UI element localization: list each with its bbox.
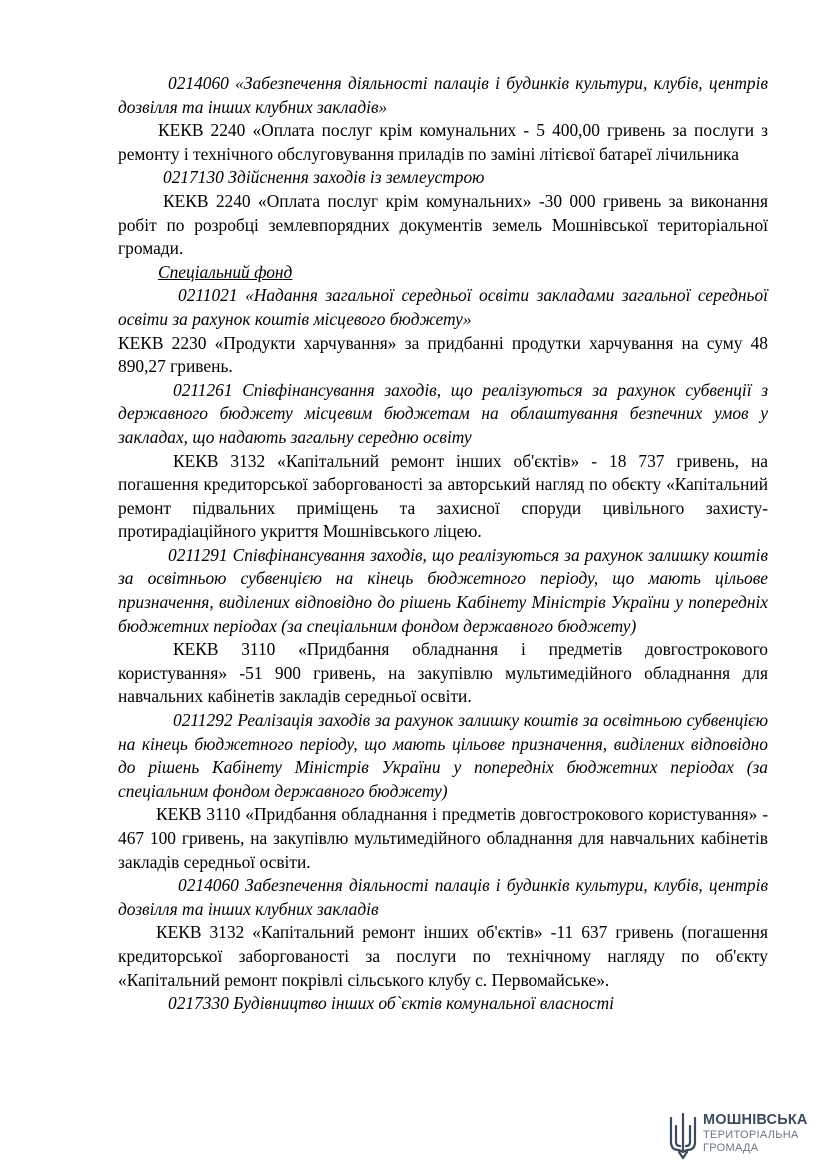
program-code-0211292: 0211292 Реалізація заходів за рахунок залишку коштів за освітньою субвенцією на кінець бюджетного періоду, що мають цільове призначення, виділених відповідно до рішень Кабінету Міністрів України у попередніх бюджетних періодах (за спеціальним фондом державного бюджету) xyxy=(118,710,768,801)
logo-name: МОШНІВСЬКА xyxy=(703,1112,808,1128)
logo-subtitle-line1: ТЕРИТОРІАЛЬНА xyxy=(703,1129,799,1141)
special-fund-heading: Спеціальний фонд xyxy=(158,261,293,282)
kekv-3132-lyceum: КЕКВ 3132 «Капітальний ремонт інших об'єктів» - 18 737 гривень, на погашення кредиторської заборгованості за авторський нагляд по обєкту «Капітальний ремонт підвальних приміщень та захисної споруди цивільного захисту-протирадіаційного укриття Мошнівського ліцею. xyxy=(118,450,768,542)
kekv-2230-food: КЕКВ 2230 «Продукти харчування» за придбанні продутки харчування на суму 48 890,27 гривень. xyxy=(118,332,768,377)
kekv-2240-land: КЕКВ 2240 «Оплата послуг крім комунальних» -30 000 гривень за виконання робіт по розробці землевпорядних документів земель Мошнівської територіальної громади. xyxy=(118,190,768,259)
program-code-0217130: 0217130 Здійснення заходів із землеустрою xyxy=(163,167,485,188)
program-code-0211021: 0211021 «Надання загальної середньої освіти закладами загальної середньої освіти за рахунок коштів місцевого бюджету» xyxy=(118,285,768,329)
program-code-0214060: 0214060 «Забезпечення діяльності палаців і будинків культури, клубів, центрів дозвілля та інших клубних закладів» xyxy=(118,73,768,117)
program-code-0211291: 0211291 Співфінансування заходів, що реалізуються за рахунок залишку коштів за освітньою субвенцією на кінець бюджетного періоду, що мають цільове призначення, виділених відповідно до рішень Кабінету Міністрів України у попередніх бюджетних періодах (за спеціальним фондом державного бюджету) xyxy=(118,544,768,636)
trident-icon xyxy=(668,1112,698,1160)
document-page xyxy=(118,72,768,1016)
program-code-0214060-second: 0214060 Забезпечення діяльності палаців і будинків культури, клубів, центрів дозвілля та інших клубних закладів xyxy=(118,875,768,919)
kekv-3132-club: КЕКВ 3132 «Капітальний ремонт інших об'єктів» -11 637 гривень (погашення кредиторської заборгованості за послуги по технічному нагляду по об'єкту «Капітальний ремонт покрівлі сільського клубу с. Первомайське». xyxy=(118,922,768,990)
kekv-2240-repair: КЕКВ 2240 «Оплата послуг крім комунальних - 5 400,00 гривень за послуги з ремонту і технічного обслуговування приладів по заміні літієвої батареї лічильника xyxy=(118,120,768,164)
kekv-3110-467100: КЕКВ 3110 «Придбання обладнання і предметів довгострокового користування» - 467 100 гривень, на закупівлю мультимедійного обладнання для навчальних кабінетів закладів середньої освіти. xyxy=(118,804,768,872)
community-logo xyxy=(668,1110,818,1162)
kekv-3110-51900: КЕКВ 3110 «Придбання обладнання і предметів довгострокового користування» -51 900 гривень, на закупівлю мультимедійного обладнання для навчальних кабінетів закладів середньої освіти. xyxy=(118,639,768,707)
program-code-0211261: 0211261 Співфінансування заходів, що реалізуються за рахунок субвенції з державного бюджету місцевим бюджетам на облаштування безпечних умов у закладах, що надають загальну середню освіту xyxy=(118,379,768,447)
program-code-0217330: 0217330 Будівництво інших об`єктів комунальної власності xyxy=(168,993,615,1014)
logo-subtitle-line2: ГРОМАДА xyxy=(703,1142,759,1154)
